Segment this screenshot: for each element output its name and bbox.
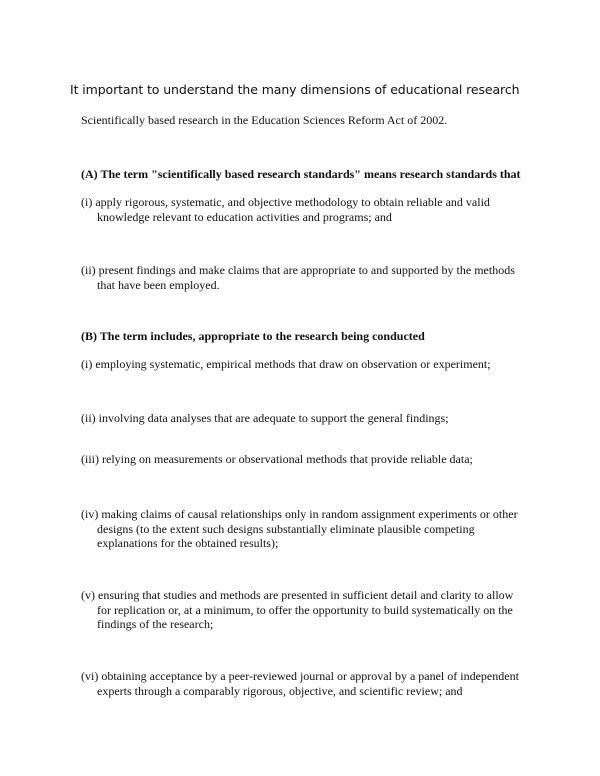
- item-first-line: (ii) involving data analyses that are adequate to support the general findings;: [81, 411, 449, 425]
- item-first-line: (iv) making claims of causal relationships only in random assignment experiments or other: [81, 507, 518, 521]
- section-b-item-iv: [81, 507, 521, 551]
- section-b-item-iii: [81, 452, 521, 467]
- item-first-line: (i) apply rigorous, systematic, and objective methodology to obtain reliable and valid: [81, 195, 490, 209]
- item-first-line: (v) ensuring that studies and methods are presented in sufficient detail and clarity to allow: [81, 588, 514, 602]
- section-a-item-ii: [81, 263, 521, 292]
- item-continuation-line: explanations for the obtained results);: [97, 536, 279, 550]
- section-a-item-i: [81, 195, 521, 224]
- section-b-item-i: [81, 357, 521, 372]
- page-title: It important to understand the many dimensions of educational research: [70, 82, 520, 97]
- section-b-item-ii: [81, 411, 521, 426]
- item-continuation-line: designs (to the extent such designs substantially eliminate plausible competing: [97, 521, 475, 536]
- item-first-line: (vi) obtaining acceptance by a peer-reviewed journal or approval by a panel of independent: [81, 669, 519, 683]
- item-continuation-line: knowledge relevant to education activities and programs; and: [97, 209, 392, 224]
- section-a-heading: (A) The term "scientifically based research standards" means research standards that: [81, 167, 521, 181]
- item-continuation-line: for replication or, at a minimum, to offer the opportunity to build systematically on the: [97, 602, 513, 617]
- item-continuation-line: that have been employed.: [97, 277, 220, 292]
- item-first-line: (iii) relying on measurements or observational methods that provide reliable data;: [81, 452, 473, 466]
- item-first-line: (i) employing systematic, empirical methods that draw on observation or experiment;: [81, 357, 491, 371]
- item-continuation-line: experts through a comparably rigorous, objective, and scientific review; and: [97, 683, 463, 698]
- section-b-heading: (B) The term includes, appropriate to the research being conducted: [81, 329, 425, 343]
- section-b-item-v: [81, 588, 521, 632]
- intro-text: Scientifically based research in the Education Sciences Reform Act of 2002.: [81, 113, 448, 127]
- item-continuation-line: findings of the research;: [97, 617, 214, 631]
- section-b-item-vi: [81, 669, 521, 698]
- item-first-line: (ii) present findings and make claims that are appropriate to and supported by the methods: [81, 263, 515, 277]
